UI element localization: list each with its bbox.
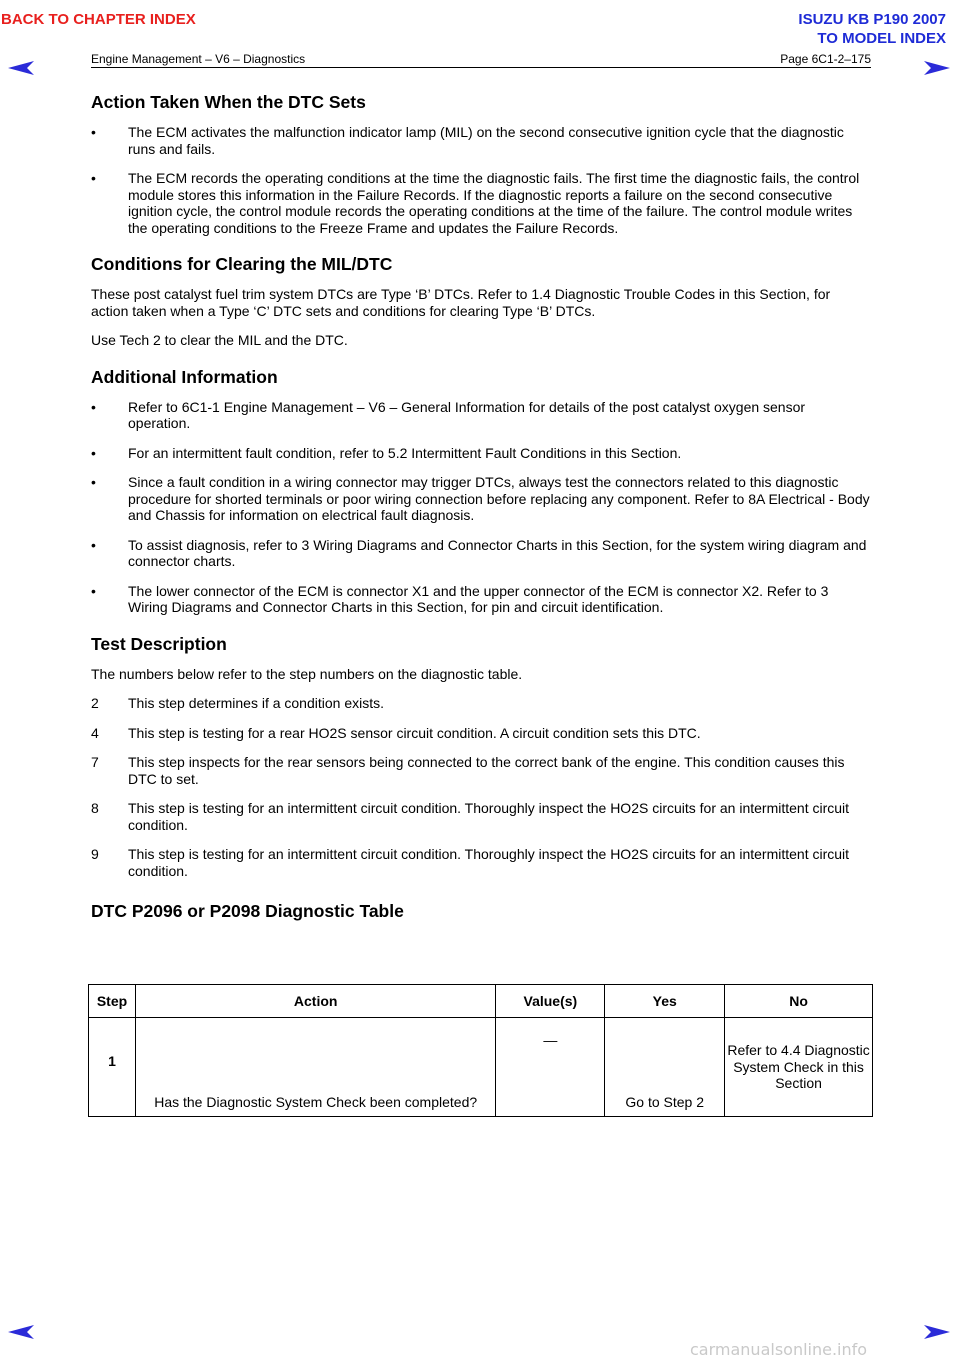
back-to-chapter-index-link[interactable]: BACK TO CHAPTER INDEX [1, 11, 196, 28]
table-header-row [89, 985, 873, 1018]
section-additional-information [91, 367, 871, 616]
bullet-item: • Refer to 6C1-1 Engine Management – V6 – General Information for details of the post catalyst oxygen sensor operation. [91, 398, 806, 431]
value-cell: — [496, 1018, 605, 1117]
step-cell: 1 [89, 1018, 136, 1117]
bullet-icon: • [91, 582, 96, 599]
section-test-description [91, 634, 871, 880]
section-action-taken [91, 92, 871, 236]
section-heading: Action Taken When the DTC Sets [91, 92, 366, 112]
no-cell[interactable]: Refer to 4.4 Diagnostic System Check in this Section [725, 1018, 873, 1117]
column-header-values: Value(s) [496, 985, 605, 1018]
bullet-item: • The ECM activates the malfunction indicator lamp (MIL) on the second consecutive ignition cycle that the diagnostic runs and fails. [91, 124, 844, 157]
section-title: Engine Management – V6 – Diagnostics [91, 52, 306, 66]
column-header-action: Action [135, 985, 495, 1018]
numbered-item: 9 This step is testing for an intermittent circuit condition. Thoroughly inspect the HO2S circuits for an intermittent circuit condition. [91, 846, 850, 879]
next-page-arrow-icon[interactable] [922, 58, 952, 78]
previous-page-arrow-icon[interactable] [6, 58, 36, 78]
bullet-icon: • [91, 474, 96, 490]
column-header-yes: Yes [605, 985, 725, 1018]
bullet-item: • The lower connector of the ECM is connector X1 and the upper connector of the ECM is connector X2. Refer to 3 Wiring Diagrams and Connector Charts in this Section, for pin and circuit identification. [91, 582, 829, 615]
section-heading: Conditions for Clearing the MIL/DTC [91, 254, 393, 274]
bullet-icon: • [91, 536, 96, 553]
numbered-item: 8 This step is testing for an intermittent circuit condition. Thoroughly inspect the HO2S circuits for an intermittent circuit condition. [91, 800, 850, 833]
yes-cell[interactable]: Go to Step 2 [605, 1018, 725, 1117]
page-number: Page 6C1-2–175 [780, 52, 871, 66]
previous-page-arrow-bottom-icon[interactable] [6, 1322, 36, 1342]
to-model-index-link[interactable]: TO MODEL INDEX [817, 30, 946, 47]
bullet-item: • Since a fault condition in a wiring connector may trigger DTCs, always test the connectors related to this diagnostic procedure for shorted terminals or poor wiring connection before replacing any component. Refer to 8A Electrical - Body and Chassis for information on electrical fault diagnosis. [91, 474, 870, 523]
bullet-icon: • [91, 444, 96, 461]
diagnostic-table [88, 984, 873, 1117]
action-cell: Has the Diagnostic System Check been completed? [135, 1018, 495, 1117]
paragraph: Use Tech 2 to clear the MIL and the DTC. [91, 332, 348, 348]
bullet-item: • To assist diagnosis, refer to 3 Wiring Diagrams and Connector Charts in this Section, for the system wiring diagram and connector charts. [91, 536, 867, 569]
bullet-item: • For an intermittent fault condition, refer to 5.2 Intermittent Fault Conditions in this Section. [91, 444, 682, 461]
running-header [91, 52, 871, 68]
column-header-step: Step [89, 985, 136, 1018]
bullet-item: • The ECM records the operating conditions at the time the diagnostic fails. The first time the diagnostic fails, the control module stores this information in the Failure Records. If the diagnostic reports a failure on the second consecutive ignition cycle, the control module records the operating conditions at the time of the failure. The control module writes the operating conditions to the Freeze Frame and updates the Failure Records. [91, 170, 860, 236]
bullet-icon: • [91, 124, 96, 140]
numbered-item: 7 This step inspects for the rear sensors being connected to the correct bank of the engine. This condition causes this DTC to set. [91, 754, 845, 787]
numbered-item: 2 This step determines if a condition exists. [91, 695, 385, 711]
next-page-arrow-bottom-icon[interactable] [922, 1322, 952, 1342]
column-header-no: No [725, 985, 873, 1018]
bullet-icon: • [91, 398, 96, 415]
section-heading: Test Description [91, 633, 227, 654]
section-heading: Additional Information [91, 366, 278, 387]
paragraph: These post catalyst fuel trim system DTCs are Type ‘B’ DTCs. Refer to 1.4 Diagnostic Trouble Codes in this Section, for action taken when a Type ‘C’ DTC sets and conditions for clearing Type ‘B’ DTCs. [91, 286, 831, 319]
model-title[interactable]: ISUZU KB P190 2007 [798, 11, 946, 28]
section-clearing [91, 254, 871, 349]
table-row [89, 1018, 873, 1117]
diagnostic-table-heading: DTC P2096 or P2098 Diagnostic Table [91, 901, 404, 921]
page-content [91, 92, 871, 933]
paragraph: The numbers below refer to the step numbers on the diagnostic table. [91, 665, 523, 682]
watermark: carmanualsonline.info [690, 1340, 868, 1359]
bullet-icon: • [91, 170, 96, 186]
numbered-item: 4 This step is testing for a rear HO2S sensor circuit condition. A circuit condition sets this DTC. [91, 724, 701, 741]
